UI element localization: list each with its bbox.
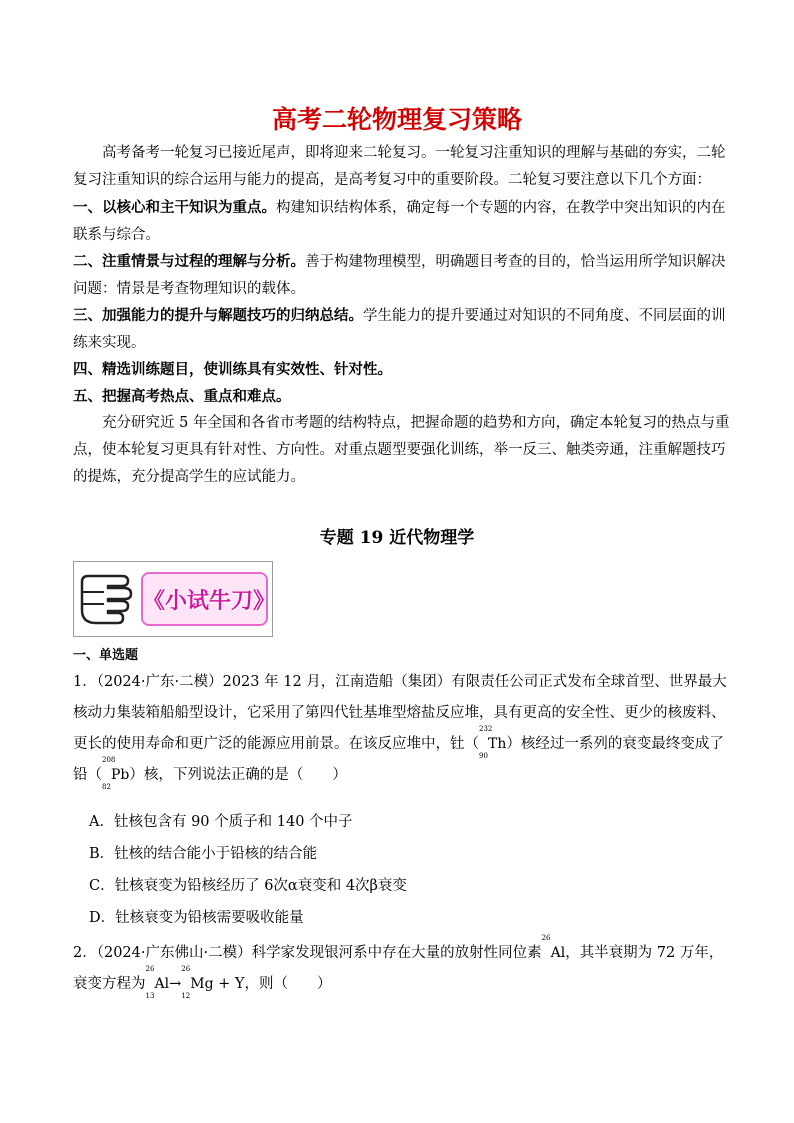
question-2 <box>73 934 733 1000</box>
eq-al-mass: 26 <box>145 965 155 973</box>
page-title: 高考二轮物理复习策略 <box>271 105 522 134</box>
section-heading: 一、单选题 <box>73 648 139 663</box>
point-5 <box>73 383 733 411</box>
practice-banner <box>73 561 276 637</box>
point-1-heading: 一、以核心和主干知识为重点。 <box>73 199 276 216</box>
point-3-text: 学生能力的提升要通过对知识的不同角度、不同层面的训练来实现。 <box>73 308 726 351</box>
equation-arrow: → <box>169 976 182 992</box>
point-2 <box>73 248 733 303</box>
lead-symbol: Pb <box>111 767 130 783</box>
thorium-z: 90 <box>479 752 488 760</box>
intro-paragraph: 高考备考一轮复习已接近尾声，即将迎来二轮复习。一轮复习注重知识的理解与基础的夯实，二轮复习注重知识的综合运用与能力的提高，是高考复习中的重要阶段。二轮复习要注意以下几个方面： <box>73 145 726 188</box>
option-d: D．钍核衰变为铅核需要吸收能量 <box>89 910 304 926</box>
topic-title: 专题 19 近代物理学 <box>319 528 475 548</box>
eq-al-z: 13 <box>145 992 155 1000</box>
closing-paragraph: 充分研究近 5 年全国和各省市考题的结构特点，把握命题的趋势和方向，确定本轮复习的热点与重点，使本轮复习更具有针对性、方向性。对重点题型要强化训练，举一反三、触类旁通，注重解题技巧的提炼，充分提高学生的应试能力。 <box>73 415 730 485</box>
equation-al <box>145 965 170 1000</box>
thorium-symbol: Th <box>488 736 507 752</box>
point-2-text: 善于构建物理模型，明确题目考查的目的，恰当运用所学知识解决问题：情景是考查物理知识的载体。 <box>73 254 726 297</box>
point-1 <box>73 194 733 249</box>
q2-text-1: 2．（2024·广东佛山·二模）科学家发现银河系中存在大量的放射性同位素 <box>73 945 542 961</box>
thorium-mass: 232 <box>479 725 493 733</box>
point-2-heading: 二、注重情景与过程的理解与分析。 <box>73 253 305 270</box>
lead-nuclide <box>102 756 130 791</box>
eq-mg-mass: 26 <box>181 965 191 973</box>
option-c: C．钍核衰变为铅核经历了 6次α衰变和 4次β衰变 <box>89 878 407 894</box>
option-a: A．钍核包含有 90 个质子和 140 个中子 <box>89 814 353 830</box>
equation-plus-y: + Y <box>218 976 245 992</box>
q1-text-1: 1．（2024·广东·二模）2023 年 12 月，江南造船（集团）有限责任公司正式发布全球首型、世界最大核动力集装箱船船型设计，它采用了第四代钍基堆型熔盐反应堆，具有更高的安全性、更少的核废料、更长的使用寿命和更广泛的能源应用前景。在该反应堆中，钍（ <box>73 674 727 752</box>
point-3-heading: 三、加强能力的提升与解题技巧的归纳总结。 <box>73 307 363 324</box>
al-symbol: Al <box>550 945 566 961</box>
al-mass: 26 <box>541 934 551 942</box>
q1-text-2: ）核经过一系列的衰变最终变成了铅（ <box>73 736 724 783</box>
eq-al-symbol: Al <box>154 976 170 992</box>
q1-text-3: ）核，下列说法正确的是（ ） <box>129 767 347 783</box>
lead-mass: 208 <box>102 756 116 764</box>
point-1-text: 构建知识结构体系，确定每一个专题的内容，在教学中突出知识的内在联系与综合。 <box>73 200 726 243</box>
question-1 <box>73 667 733 791</box>
point-5-heading: 五、把握高考热点、重点和难点。 <box>73 388 291 405</box>
q2-text-2: ，其半衰期为 72 万年，衰变方程为 <box>73 945 724 992</box>
aluminum-isotope <box>541 934 566 969</box>
point-3 <box>73 302 733 357</box>
equation-mg <box>181 965 214 1000</box>
eq-mg-symbol: Mg <box>190 976 214 992</box>
point-4-heading: 四、精选训练题目，使训练具有实效性、针对性。 <box>73 361 392 378</box>
pointing-hand-icon <box>78 568 140 630</box>
eq-mg-z: 12 <box>181 992 191 1000</box>
lead-z: 82 <box>102 783 111 791</box>
thorium-nuclide <box>479 725 507 760</box>
banner-label: 《小试牛刀》 <box>143 588 276 614</box>
q2-text-3: ，则（ ） <box>244 976 332 992</box>
banner-label-box <box>141 572 276 626</box>
point-4 <box>73 356 733 384</box>
option-b: B．钍核的结合能小于铅核的结合能 <box>89 846 318 862</box>
